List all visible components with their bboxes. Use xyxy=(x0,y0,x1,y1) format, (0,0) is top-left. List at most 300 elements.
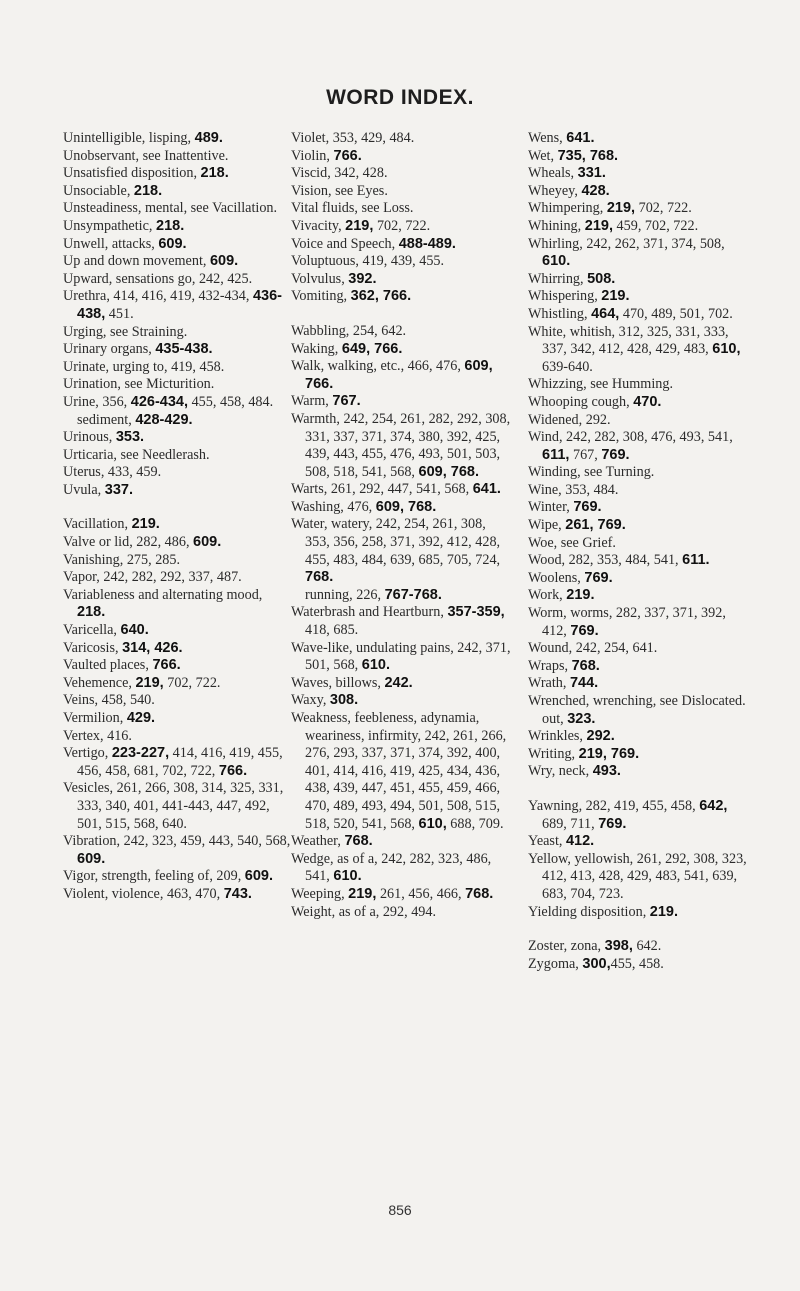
index-entry xyxy=(528,183,754,201)
index-entry xyxy=(291,288,513,306)
index-entry xyxy=(291,499,513,517)
index-entry-pages-bold: 609. xyxy=(158,235,187,252)
index-entry xyxy=(528,482,754,500)
index-entry-pages-bold: 609. xyxy=(209,253,239,270)
index-entry-pages-bold: 223-227, xyxy=(111,745,170,762)
index-entry xyxy=(528,711,754,729)
index-entry xyxy=(63,324,293,342)
index-entry-pages-bold: 242. xyxy=(384,674,413,691)
index-entry xyxy=(291,148,513,166)
index-entry-pages-bold: 470. xyxy=(633,393,662,410)
index-entry xyxy=(63,534,293,552)
index-entry xyxy=(528,675,754,693)
index-entry-pages-bold: 508. xyxy=(587,270,616,287)
index-entry xyxy=(528,587,754,605)
index-entry-text: 702, 722. xyxy=(163,674,221,691)
index-entry-pages-bold: 314, 426. xyxy=(122,639,183,656)
index-entry-pages-bold: 610. xyxy=(542,253,571,270)
index-entry xyxy=(528,746,754,764)
index-entry-text: Waves, billows, xyxy=(291,674,385,691)
index-entry-text: White, whitish, 312, 325, 331, 333, 337, 342, 412, 428, 429, 483, xyxy=(528,323,729,358)
index-entry-pages-bold: 743. xyxy=(223,885,252,902)
index-entry xyxy=(63,429,293,447)
index-entry-pages-bold: 219. xyxy=(566,587,595,604)
index-entry-pages-bold: 219, xyxy=(345,217,374,234)
index-entry-pages-bold: 218. xyxy=(133,182,163,199)
index-entry-text: Varicella, xyxy=(63,622,121,639)
index-entry-text: Up and down movement, xyxy=(63,253,210,270)
index-entry-text: Vanishing, 275, 285. xyxy=(63,551,181,568)
index-entry-text: 689, 711, xyxy=(542,815,599,832)
index-entry-text: Wrenched, wrenching, see Dislocated. xyxy=(528,693,746,709)
index-entry xyxy=(63,148,293,166)
index-entry xyxy=(63,482,293,500)
index-entry xyxy=(528,288,754,306)
index-entry xyxy=(63,341,293,359)
index-column-1 xyxy=(63,130,293,904)
index-entry-text: Woe, see Grief. xyxy=(528,534,616,551)
index-entry-text: Variableness and alternating mood, xyxy=(63,586,263,603)
index-entry-text: Valve or lid, 282, 486, xyxy=(63,534,194,551)
index-entry-pages-bold: 609. xyxy=(244,868,274,885)
index-entry-pages-bold: 357-359, xyxy=(447,604,505,621)
index-entry-text: Wave-like, undulating pains, 242, 371, 501, 568, xyxy=(291,639,511,674)
index-entry-pages-bold: 767-768. xyxy=(384,586,442,603)
index-entry xyxy=(63,692,293,710)
index-entry-pages-bold: 292. xyxy=(586,728,615,745)
index-entry-pages-bold: 426-434, xyxy=(130,393,189,410)
index-entry-text: 767, xyxy=(569,446,602,463)
index-entry-text: Unwell, attacks, xyxy=(63,235,159,252)
index-entry-text: Unsociable, xyxy=(63,182,134,199)
index-entry-text: Urethra, 414, 416, 419, 432-434, xyxy=(63,288,253,305)
index-entry xyxy=(63,376,293,394)
index-entry-pages-bold: 219. xyxy=(131,516,160,533)
index-entry-text: Whirring, xyxy=(528,270,588,287)
index-entry-text: Work, xyxy=(528,587,567,604)
index-entry-text: 470, 489, 501, 702. xyxy=(619,305,733,322)
index-entry-text: Urination, see Micturition. xyxy=(63,376,215,393)
index-entry-text: Waking, xyxy=(291,340,342,357)
index-entry xyxy=(291,710,513,833)
index-entry xyxy=(528,236,754,271)
index-entry xyxy=(528,324,754,377)
index-entry-text: Weather, xyxy=(291,833,345,850)
index-entry-text: 261, 456, 466, xyxy=(376,885,466,902)
index-entry-pages-bold: 219, xyxy=(584,217,613,234)
index-entry xyxy=(291,411,513,481)
index-entry xyxy=(291,587,513,605)
index-entry-text: Writing, xyxy=(528,745,579,762)
index-entry-pages-bold: 766. xyxy=(333,147,362,164)
index-entry-text: Urticaria, see Needlerash. xyxy=(63,446,210,463)
index-entry-pages-bold: 308. xyxy=(329,692,359,709)
index-entry-text: Vacillation, xyxy=(63,516,132,533)
index-entry-pages-bold: 493. xyxy=(592,763,621,780)
index-entry xyxy=(63,728,293,746)
index-column-2 xyxy=(291,130,513,921)
index-entry-text: Wrath, xyxy=(528,675,570,692)
index-entry-text: Wipe, xyxy=(528,517,566,534)
index-entry xyxy=(528,130,754,148)
index-entry xyxy=(291,481,513,499)
index-entry-pages-bold: 261, 769. xyxy=(565,517,626,534)
index-entry-text: Wound, 242, 254, 641. xyxy=(528,640,658,657)
index-entry-pages-bold: 392. xyxy=(348,270,377,287)
index-entry-text: Urging, see Straining. xyxy=(63,323,188,340)
index-entry-text: Unintelligible, lisping, xyxy=(63,130,195,146)
index-entry-pages-bold: 609. xyxy=(193,534,222,551)
index-entry xyxy=(528,165,754,183)
index-entry xyxy=(63,587,293,622)
index-entry-text: Vibration, 242, 323, 459, 443, 540, 568, xyxy=(63,833,291,850)
index-entry-pages-bold: 768. xyxy=(465,885,494,902)
index-entry-pages-bold: 398, xyxy=(604,938,633,955)
index-entry-text: Vertex, 416. xyxy=(63,727,132,744)
index-entry-text: Uvula, xyxy=(63,481,105,498)
index-entry xyxy=(63,236,293,254)
index-entry-text: Veins, 458, 540. xyxy=(63,692,155,709)
index-entry-text: Vesicles, 261, 266, 308, 314, 325, 331, 333, 340, 401, 441-443, 447, 492, 501, 515, 568, 640. xyxy=(63,780,284,832)
index-entry xyxy=(291,341,513,359)
index-entry-pages-bold: 768. xyxy=(305,569,334,586)
index-entry-pages-bold: 609. xyxy=(77,850,106,867)
index-entry xyxy=(528,429,754,464)
index-entry xyxy=(291,218,513,236)
index-entry xyxy=(528,798,754,833)
index-entry xyxy=(528,728,754,746)
index-entry xyxy=(528,394,754,412)
index-entry xyxy=(528,218,754,236)
index-entry-text: 455, 458. xyxy=(610,955,664,972)
index-entry-pages-bold: 744. xyxy=(569,675,599,692)
index-entry-text: Winding, see Turning. xyxy=(528,464,655,481)
index-entry-pages-bold: 769. xyxy=(584,569,613,586)
index-entry-text: 642. xyxy=(632,938,662,955)
index-entry-text: Viscid, 342, 428. xyxy=(291,165,388,182)
index-entry xyxy=(63,622,293,640)
index-entry-pages-bold: 219, xyxy=(606,200,636,217)
index-entry xyxy=(63,516,293,534)
index-entry-pages-bold: 609, 766. xyxy=(305,358,493,392)
index-entry xyxy=(528,412,754,430)
index-entry-text: 702, 722. xyxy=(373,217,431,234)
index-entry-pages-bold: 611, xyxy=(542,446,570,463)
index-entry xyxy=(63,640,293,658)
index-entry-pages-bold: 609, 768. xyxy=(375,498,437,515)
index-entry xyxy=(528,552,754,570)
index-entry xyxy=(63,359,293,377)
index-entry-pages-bold: 412. xyxy=(565,833,595,850)
index-entry-pages-bold: 464, xyxy=(591,305,620,322)
index-entry-text: Vehemence, xyxy=(63,674,136,691)
index-entry-text: Wraps, xyxy=(528,657,572,674)
index-entry xyxy=(528,271,754,289)
index-entry-text: Violent, violence, 463, 470, xyxy=(63,885,224,902)
index-entry xyxy=(63,552,293,570)
index-entry xyxy=(63,569,293,587)
index-entry-text: Weakness, feebleness, adynamia, weariness, infirmity, 242, 261, 266, 276, 293, 337, 371, 374, 392, 400, 401, 414, 416, 419, 425, 434, 436, 438, 439, 447, 451, 455, 459, 466, 470, 489, 493, 494, 501, 508, 515, 518, 520, 541, 568, xyxy=(291,710,507,832)
index-entry-text: Whooping cough, xyxy=(528,393,634,410)
index-entry xyxy=(63,165,293,183)
index-entry-text: Weight, as of a, 292, 494. xyxy=(291,903,437,920)
index-entry-text: Urine, 356, xyxy=(63,393,131,410)
index-entry-text: Yawning, 282, 419, 455, 458, xyxy=(528,797,700,814)
index-entry-pages-bold: 300, xyxy=(582,955,611,972)
index-entry xyxy=(528,570,754,588)
index-entry-text: Violin, xyxy=(291,147,334,164)
index-entry-text: Unsteadiness, mental, see Vacillation. xyxy=(63,200,278,217)
index-entry-text: Wens, xyxy=(528,130,567,146)
index-entry xyxy=(528,499,754,517)
index-entry xyxy=(291,640,513,675)
index-entry xyxy=(528,904,754,922)
index-entry-pages-bold: 488-489. xyxy=(398,235,456,252)
index-entry-pages-bold: 331. xyxy=(577,165,606,182)
index-entry-pages-bold: 649, 766. xyxy=(341,340,403,357)
index-entry-text: Urinous, xyxy=(63,429,116,446)
index-entry-pages-bold: 610. xyxy=(333,868,362,885)
index-entry-pages-bold: 766. xyxy=(152,657,181,674)
index-entry xyxy=(63,394,293,412)
index-entry xyxy=(291,393,513,411)
index-entry-text: Vertigo, xyxy=(63,745,112,762)
index-entry-text: Urinate, urging to, 419, 458. xyxy=(63,358,225,375)
index-entry xyxy=(528,938,754,956)
index-entry-pages-bold: 735, 768. xyxy=(557,147,619,164)
index-entry xyxy=(63,675,293,693)
index-entry xyxy=(63,868,293,886)
index-entry-pages-bold: 219. xyxy=(601,288,630,305)
index-entry-pages-bold: 218. xyxy=(77,604,106,621)
index-entry xyxy=(291,358,513,393)
index-entry-text: Vaulted places, xyxy=(63,657,153,674)
index-entry-text: Yielding disposition, xyxy=(528,903,650,920)
index-entry-pages-bold: 769. xyxy=(598,815,627,832)
index-entry-text: Warm, xyxy=(291,393,333,410)
index-entry xyxy=(291,516,513,586)
index-entry-pages-bold: 642, xyxy=(699,797,728,814)
index-entry-text: Violet, 353, 429, 484. xyxy=(291,130,415,146)
index-entry-text: Whispering, xyxy=(528,288,602,305)
index-entry xyxy=(528,640,754,658)
index-entry-text: Wedge, as of a, 242, 282, 323, 486, 541, xyxy=(291,850,492,885)
index-entry-text: 451. xyxy=(105,305,134,322)
index-entry-text: Wheyey, xyxy=(528,182,582,199)
page-title: WORD INDEX. xyxy=(326,86,474,109)
index-entry-pages-bold: 641. xyxy=(566,130,595,146)
index-entry-pages-bold: 769. xyxy=(573,499,602,516)
index-entry xyxy=(63,833,293,868)
index-entry-text: Vomiting, xyxy=(291,288,351,305)
index-entry xyxy=(63,780,293,833)
index-entry xyxy=(528,658,754,676)
index-entry-text: Vigor, strength, feeling of, 209, xyxy=(63,868,245,885)
index-entry-pages-bold: 435-438. xyxy=(155,341,213,358)
index-entry xyxy=(528,833,754,851)
index-entry xyxy=(291,236,513,254)
index-entry-text: Wrinkles, xyxy=(528,728,587,745)
index-entry xyxy=(291,200,513,218)
index-entry-pages-bold: 769. xyxy=(570,622,599,639)
index-entry-text: 418, 685. xyxy=(305,622,359,639)
index-entry-text: Unsatisfied disposition, xyxy=(63,165,201,182)
index-entry-pages-bold: 610, xyxy=(712,341,741,358)
index-entry xyxy=(528,763,754,781)
index-entry-text: running, 226, xyxy=(305,586,385,603)
index-entry-text: Vapor, 242, 282, 292, 337, 487. xyxy=(63,569,242,586)
index-entry xyxy=(528,464,754,482)
index-entry xyxy=(291,130,513,148)
index-entry-text: Whizzing, see Humming. xyxy=(528,376,673,393)
index-entry xyxy=(528,605,754,640)
index-entry xyxy=(528,851,754,904)
index-entry-pages-bold: 428. xyxy=(581,182,610,199)
index-entry xyxy=(63,288,293,323)
index-entry-pages-bold: 609, 768. xyxy=(418,463,479,480)
index-entry xyxy=(528,148,754,166)
index-entry-pages-bold: 766. xyxy=(218,762,248,779)
index-entry-pages-bold: 362, 766. xyxy=(350,288,412,305)
index-entry xyxy=(291,675,513,693)
index-entry-pages-bold: 610, xyxy=(418,815,447,832)
index-entry xyxy=(528,376,754,394)
index-column-3 xyxy=(528,130,754,973)
index-entry-pages-bold: 611. xyxy=(682,552,710,569)
index-entry-pages-bold: 218. xyxy=(156,217,185,234)
index-entry-text: Vivacity, xyxy=(291,217,346,234)
index-entry-pages-bold: 768. xyxy=(571,657,600,674)
index-entry-pages-bold: 489. xyxy=(194,130,223,146)
index-entry xyxy=(528,956,754,974)
index-entry xyxy=(63,200,293,218)
index-entry xyxy=(291,904,513,922)
index-entry xyxy=(291,253,513,271)
index-entry-text: Whining, xyxy=(528,217,585,234)
index-entry-text: Worm, worms, 282, 337, 371, 392, 412, xyxy=(528,605,726,639)
index-entry-pages-bold: 323. xyxy=(567,710,596,727)
index-entry-pages-bold: 610. xyxy=(361,657,390,674)
index-entry-text: Wine, 353, 484. xyxy=(528,481,619,498)
index-entry xyxy=(63,657,293,675)
index-entry-text: Wabbling, 254, 642. xyxy=(291,322,407,339)
index-entry xyxy=(291,323,513,341)
index-entry xyxy=(63,183,293,201)
index-entry-pages-bold: 428-429. xyxy=(135,411,193,428)
page-number: 856 xyxy=(388,1202,412,1218)
index-entry-text: Voice and Speech, xyxy=(291,235,399,252)
index-entry-text: 639-640. xyxy=(542,358,593,375)
index-entry-text: Yeast, xyxy=(528,833,566,850)
index-entry xyxy=(528,693,754,711)
index-entry-pages-bold: 769. xyxy=(601,446,630,463)
index-entry-text: Wind, 242, 282, 308, 476, 493, 541, xyxy=(528,429,733,446)
index-entry-pages-bold: 767. xyxy=(332,393,361,410)
index-entry-text: Urinary organs, xyxy=(63,341,156,358)
index-entry-text: 414, 416, 419, 455, 456, 458, 681, 702, 722, xyxy=(77,745,283,779)
index-entry-text: Vision, see Eyes. xyxy=(291,182,388,199)
index-entry-text: 455, 458, 484. xyxy=(188,393,274,410)
index-entry-pages-bold: 218. xyxy=(200,165,229,182)
index-entry xyxy=(528,535,754,553)
index-entry xyxy=(63,253,293,271)
index-entry xyxy=(63,412,293,430)
index-entry-text: Water, watery, 242, 254, 261, 308, 353, 356, 258, 371, 392, 412, 428, 455, 483, 484, 639, 685, 705, 724, xyxy=(291,516,501,568)
index-entry-text: Uterus, 433, 459. xyxy=(63,464,162,481)
index-entry-text: sediment, xyxy=(77,411,136,428)
index-entry xyxy=(63,447,293,465)
index-entry-text: 688, 709. xyxy=(446,815,504,832)
index-entry-text: Weeping, xyxy=(291,885,349,902)
index-entry-pages-bold: 436-438, xyxy=(77,288,282,322)
index-entry-text: Vermilion, xyxy=(63,710,127,726)
index-entry-text: Unobservant, see Inattentive. xyxy=(63,147,229,164)
index-entry xyxy=(63,271,293,289)
index-entry xyxy=(528,306,754,324)
index-entry-text: Warmth, 242, 254, 261, 282, 292, 308, 331, 337, 371, 374, 380, 392, 425, 439, 443, 455, 476, 493, 501, 503, 508, 518, 541, 568, xyxy=(291,410,511,480)
index-entry-text: Varicosis, xyxy=(63,639,123,656)
index-entry-text: Widened, 292. xyxy=(528,411,611,428)
index-entry xyxy=(63,464,293,482)
index-entry-text: Zoster, zona, xyxy=(528,938,605,955)
index-entry-text: Whirling, 242, 262, 371, 374, 508, xyxy=(528,235,725,252)
index-entry-text: Voluptuous, 419, 439, 455. xyxy=(291,253,445,270)
index-entry-pages-bold: 337. xyxy=(104,481,134,498)
index-entry-text: Whistling, xyxy=(528,305,592,322)
index-entry-text: Washing, 476, xyxy=(291,498,376,515)
index-entry xyxy=(528,517,754,535)
index-entry-text: Unsympathetic, xyxy=(63,217,156,234)
index-entry xyxy=(63,886,293,904)
index-entry-pages-bold: 641. xyxy=(472,481,501,498)
index-entry xyxy=(63,218,293,236)
index-entry-pages-bold: 219, 769. xyxy=(578,745,640,762)
index-entry-text: Woolens, xyxy=(528,569,585,586)
index-entry-text: Waterbrash and Heartburn, xyxy=(291,604,448,621)
index-entry xyxy=(291,604,513,639)
index-entry-text: Yellow, yellowish, 261, 292, 308, 323, 412, 413, 428, 429, 483, 541, 639, 683, 704, 723. xyxy=(528,850,747,902)
index-entry xyxy=(291,851,513,886)
index-entry xyxy=(291,692,513,710)
index-entry-pages-bold: 219. xyxy=(649,903,679,920)
index-entry-text: 702, 722. xyxy=(635,200,692,217)
index-entry xyxy=(63,710,293,728)
index-entry xyxy=(528,200,754,218)
index-entry xyxy=(63,745,293,780)
index-entry-text: Zygoma, xyxy=(528,955,583,972)
index-entry-text: Waxy, xyxy=(291,692,330,709)
index-entry-text: Whimpering, xyxy=(528,200,607,217)
index-entry xyxy=(291,886,513,904)
index-entry-pages-bold: 219, xyxy=(348,885,377,902)
index-entry-pages-bold: 219, xyxy=(135,674,164,691)
index-entry-text: Vital fluids, see Loss. xyxy=(291,200,414,217)
index-entry xyxy=(291,165,513,183)
index-entry-pages-bold: 353. xyxy=(115,429,145,446)
index-entry-text: out, xyxy=(542,710,568,727)
index-entry-pages-bold: 640. xyxy=(120,622,149,639)
index-entry-text: Upward, sensations go, 242, 425. xyxy=(63,270,253,287)
index-entry xyxy=(63,130,293,148)
index-entry-text: Volvulus, xyxy=(291,270,349,287)
index-entry-pages-bold: 768. xyxy=(344,833,373,850)
index-entry-text: Wheals, xyxy=(528,165,578,182)
index-entry-text: Wet, xyxy=(528,147,558,164)
index-entry xyxy=(291,271,513,289)
index-entry xyxy=(291,833,513,851)
index-entry-text: Wry, neck, xyxy=(528,763,593,780)
index-entry-pages-bold: 429. xyxy=(126,710,156,726)
